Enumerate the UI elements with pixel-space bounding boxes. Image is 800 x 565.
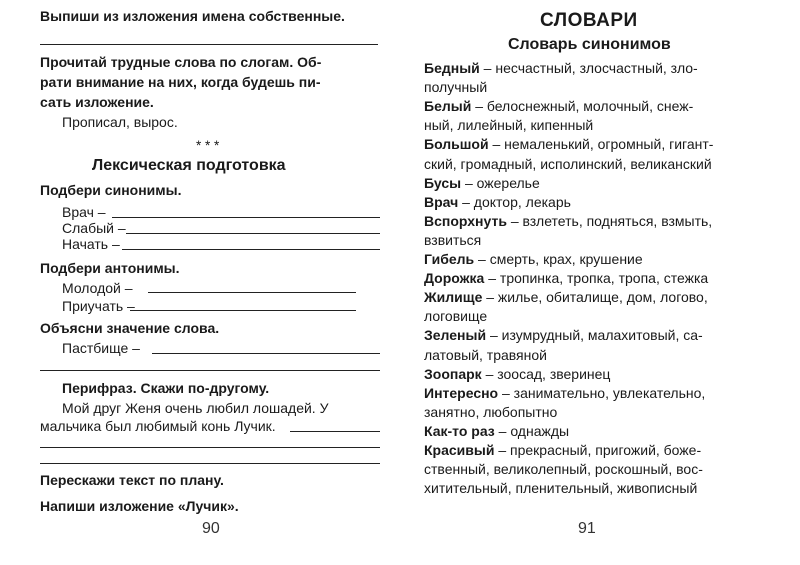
answer-line	[130, 310, 356, 311]
dictionary-entry	[424, 251, 643, 267]
entry-synonyms: – доктор, лекарь	[458, 193, 571, 210]
entry-synonyms: – жилье, обиталище, дом, логово,	[482, 289, 708, 306]
entry-synonyms: – белоснежный, молочный, снеж-	[471, 98, 694, 115]
answer-line	[112, 217, 380, 218]
page-number-left: 90	[202, 520, 220, 537]
answer-line	[126, 233, 380, 234]
entry-continuation: занятно, любопытно	[424, 403, 558, 420]
section-title: Лексическая подготовка	[92, 157, 286, 174]
synonym-item-weak: Слабый –	[62, 220, 126, 236]
entry-synonyms: – изумрудный, малахитовый, са-	[486, 327, 703, 344]
entry-continuation: ственный, великолепный, роскошный, вос-	[424, 461, 703, 478]
entry-synonyms: – прекрасный, пригожий, боже-	[494, 442, 702, 458]
answer-line	[40, 370, 380, 371]
entry-continuation: хитительный, пленительный, живописный	[424, 480, 698, 497]
antonyms-heading: Подбери антонимы.	[40, 260, 180, 276]
dictionary-entry	[424, 194, 571, 210]
antonym-item-accustom: Приучать –	[62, 298, 135, 314]
entry-continuation: логовище	[424, 308, 488, 325]
dictionary-entry	[424, 270, 708, 286]
entry-headword: Дорожка	[424, 270, 485, 287]
answer-line	[40, 447, 380, 448]
entry-headword: Зеленый	[424, 327, 487, 344]
entry-continuation: ский, громадный, исполинский, великанский	[424, 155, 712, 172]
dictionary-entry	[424, 327, 703, 343]
answer-line	[148, 292, 356, 293]
entry-headword: Белый	[424, 98, 472, 115]
separator-stars: * * *	[196, 138, 220, 153]
dictionary-title: СЛОВАРИ	[540, 10, 638, 31]
entry-headword: Красивый	[424, 442, 495, 458]
task-hard-words-line1: Прочитай трудные слова по слогам. Об-	[40, 54, 322, 70]
entry-headword: Врач	[424, 193, 459, 210]
answer-line	[290, 431, 380, 432]
dictionary-entry	[424, 136, 713, 152]
entry-headword: Гибель	[424, 251, 475, 267]
dictionary-entry	[424, 423, 569, 439]
entry-headword: Зоопарк	[424, 365, 482, 382]
retell-task: Перескажи текст по плану.	[40, 472, 224, 488]
entry-synonyms: – ожерелье	[461, 174, 540, 191]
synonyms-heading: Подбери синонимы.	[40, 182, 182, 198]
dictionary-entry	[424, 213, 712, 229]
entry-headword: Вспорхнуть	[424, 212, 507, 229]
write-task: Напиши изложение «Лучик».	[40, 498, 239, 514]
dictionary-entry	[424, 385, 705, 401]
entry-continuation: взвиться	[424, 231, 482, 248]
answer-line	[122, 249, 380, 250]
task-proper-names: Выпиши из изложения имена собственные.	[40, 8, 345, 24]
entry-synonyms: – тропинка, тропка, тропа, стежка	[484, 270, 709, 287]
dictionary-entry	[424, 289, 708, 305]
meaning-heading: Объясни значение слова.	[40, 320, 220, 336]
entry-headword: Бедный	[424, 60, 480, 76]
entry-synonyms: – однажды	[494, 422, 570, 439]
entry-headword: Бусы	[424, 174, 462, 191]
task-hard-words-line2: рати внимание на них, когда будешь пи-	[40, 74, 321, 90]
synonym-item-doctor: Врач –	[62, 204, 106, 220]
dictionary-entry	[424, 442, 701, 458]
periphrase-heading: Перифраз. Скажи по-другому.	[62, 380, 270, 396]
entry-continuation: латовый, травяной	[424, 346, 547, 363]
synonym-item-begin: Начать –	[62, 236, 120, 252]
entry-headword: Интересно	[424, 384, 499, 401]
right-page	[400, 0, 800, 565]
entry-headword: Большой	[424, 136, 489, 153]
hard-words: Прописал, вырос.	[62, 114, 178, 130]
entry-synonyms: – зоосад, зверинец	[481, 365, 611, 382]
dictionary-entry	[424, 175, 540, 191]
dictionary-entry	[424, 366, 610, 382]
entry-headword: Как-то раз	[424, 422, 495, 439]
entry-headword: Жилище	[424, 289, 483, 306]
entry-synonyms: – смерть, крах, крушение	[474, 251, 643, 267]
periphrase-text-line2: мальчика был любимый конь Лучик.	[40, 418, 276, 434]
entry-synonyms: – занимательно, увлекательно,	[498, 384, 706, 401]
synonyms-dictionary-subtitle: Словарь синонимов	[508, 36, 671, 53]
page-number-right: 91	[578, 520, 596, 537]
entry-synonyms: – взлететь, подняться, взмыть,	[506, 212, 713, 229]
dictionary-entry	[424, 60, 698, 76]
entry-continuation: получный	[424, 79, 488, 96]
periphrase-text-line1: Мой друг Женя очень любил лошадей. У	[62, 400, 329, 416]
entry-synonyms: – немаленький, огромный, гигант-	[488, 136, 714, 153]
antonym-item-young: Молодой –	[62, 280, 133, 296]
entry-synonyms: – несчастный, злосчастный, зло-	[479, 60, 698, 76]
answer-line	[40, 44, 378, 45]
answer-line	[152, 353, 380, 354]
answer-line	[40, 463, 380, 464]
task-hard-words-line3: сать изложение.	[40, 94, 154, 110]
dictionary-entry	[424, 98, 693, 114]
entry-continuation: ный, лилейный, кипенный	[424, 117, 594, 134]
meaning-item-pasture: Пастбище –	[62, 340, 140, 356]
